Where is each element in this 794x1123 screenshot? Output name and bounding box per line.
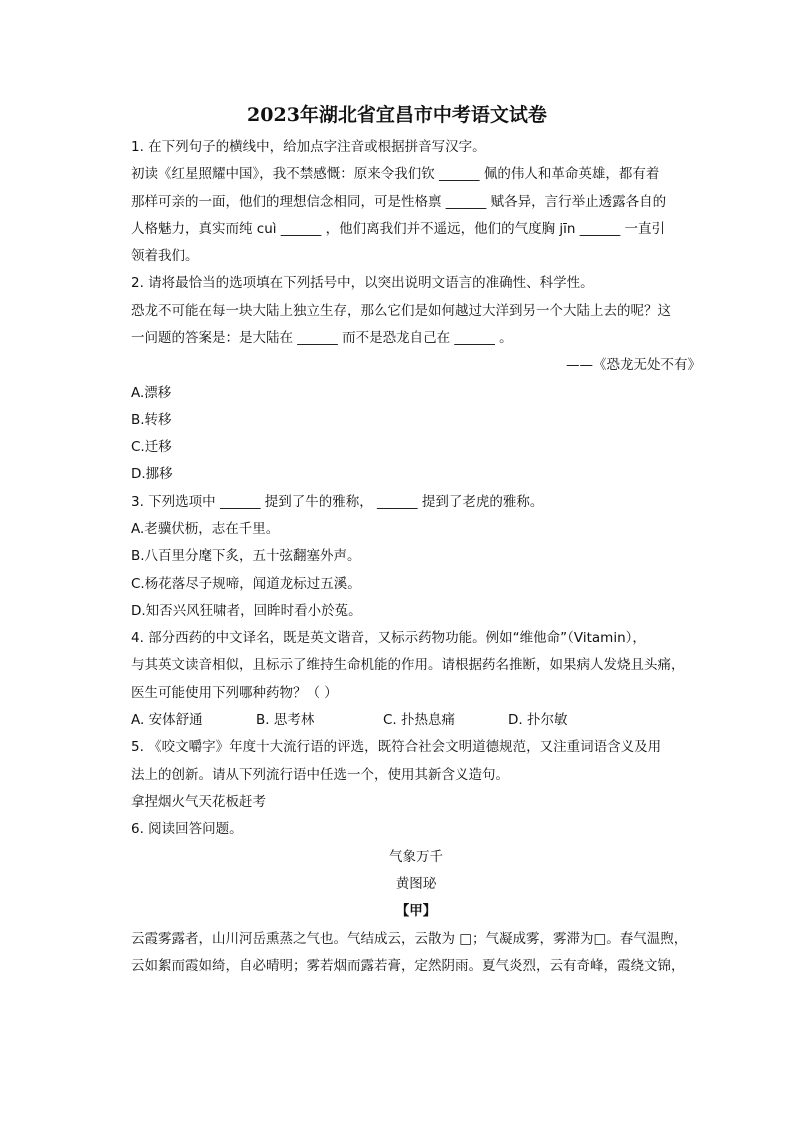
question-1-text: 领着我们。 bbox=[131, 248, 199, 264]
exam-title: 2023年湖北省宜昌市中考语文试卷 bbox=[247, 104, 547, 126]
question-2-text: 恐龙不可能在每一块大陆上独立生存，那么它们是如何越过大洋到另一个大陆上去的呢？这 bbox=[131, 303, 671, 319]
option-b: B. 思考林 bbox=[256, 712, 315, 728]
passage-author: 黄图珌 bbox=[395, 876, 437, 892]
question-5-prompt: 5. 《咬文嚼字》年度十大流行语的评选，既符合社会文明道德规范，又注重词语含义及用 bbox=[131, 739, 662, 755]
passage-section-label: 【甲】 bbox=[395, 903, 437, 919]
option-a: A.漂移 bbox=[131, 385, 172, 401]
question-4-text: 医生可能使用下列哪种药物？（ ） bbox=[131, 685, 338, 701]
passage-text: 云霞雾露者，山川河岳熏蒸之气也。气结成云，云散为 □；气凝成雾，雾滞为□。春气温煦， bbox=[131, 931, 688, 947]
question-6-prompt: 6. 阅读回答问题。 bbox=[131, 821, 243, 837]
question-4-prompt: 4. 部分西药的中文译名，既是英文谐音，又标示药物功能。例如“维他命”（Vitamin）， bbox=[131, 630, 646, 646]
option-c: C.迁移 bbox=[131, 439, 172, 455]
question-5-text: 法上的创新。请从下列流行语中任选一个，使用其新含义造句。 bbox=[131, 767, 509, 783]
option-b: B.转移 bbox=[131, 412, 172, 428]
option-d: D.挪移 bbox=[131, 466, 173, 482]
question-3-prompt: 3. 下列选项中 ______ 提到了牛的雅称， ______ 提到了老虎的雅称。 bbox=[131, 494, 544, 510]
question-1-prompt: 1. 在下列句子的横线中，给加点字注音或根据拼音写汉字。 bbox=[131, 139, 486, 155]
option-a: A.老骥伏枥，志在千里。 bbox=[131, 521, 280, 537]
question-1-text: 那样可亲的一面，他们的理想信念相同，可是性格禀 ______ 赋各异，言行举止透露各自的 bbox=[131, 194, 667, 210]
question-1-text: 人格魅力，真实而纯 cuì ______ ，他们离我们并不遥远，他们的气度胸 jīn ______ 一直引 bbox=[131, 221, 666, 237]
question-1-text: 初读《红星照耀中国》，我不禁感慨：原来令我们钦 ______ 佩的伟人和革命英雄，都有着 bbox=[131, 166, 660, 182]
question-4-options bbox=[131, 710, 701, 730]
option-a: A. 安体舒通 bbox=[131, 712, 203, 728]
passage-title: 气象万千 bbox=[389, 849, 443, 865]
option-c: C.杨花落尽子规啼，闻道龙标过五溪。 bbox=[131, 576, 361, 592]
question-4-text: 与其英文读音相似，且标示了维持生命机能的作用。请根据药名推断，如果病人发烧且头痛， bbox=[131, 657, 685, 673]
question-2-prompt: 2. 请将最恰当的选项填在下列括号中，以突出说明文语言的准确性、科学性。 bbox=[131, 275, 594, 291]
passage-text: 云如絮而霞如绮，自必晴明；雾若烟而露若膏，定然阴雨。夏气炎烈，云有奇峰，霞绕文锦， bbox=[131, 958, 685, 974]
question-5-words: 拿捏烟火气天花板赶考 bbox=[131, 794, 266, 810]
question-2-text: 一问题的答案是：是大陆在 ______ 而不是恐龙自己在 ______ 。 bbox=[131, 330, 513, 346]
option-b: B.八百里分麾下炙，五十弦翻塞外声。 bbox=[131, 548, 361, 564]
question-2-source: ——《恐龙无处不有》 bbox=[566, 357, 701, 373]
option-d: D. 扑尔敏 bbox=[508, 712, 568, 728]
option-c: C. 扑热息痛 bbox=[383, 712, 456, 728]
option-d: D.知否兴风狂啸者，回眸时看小於菟。 bbox=[131, 603, 362, 619]
